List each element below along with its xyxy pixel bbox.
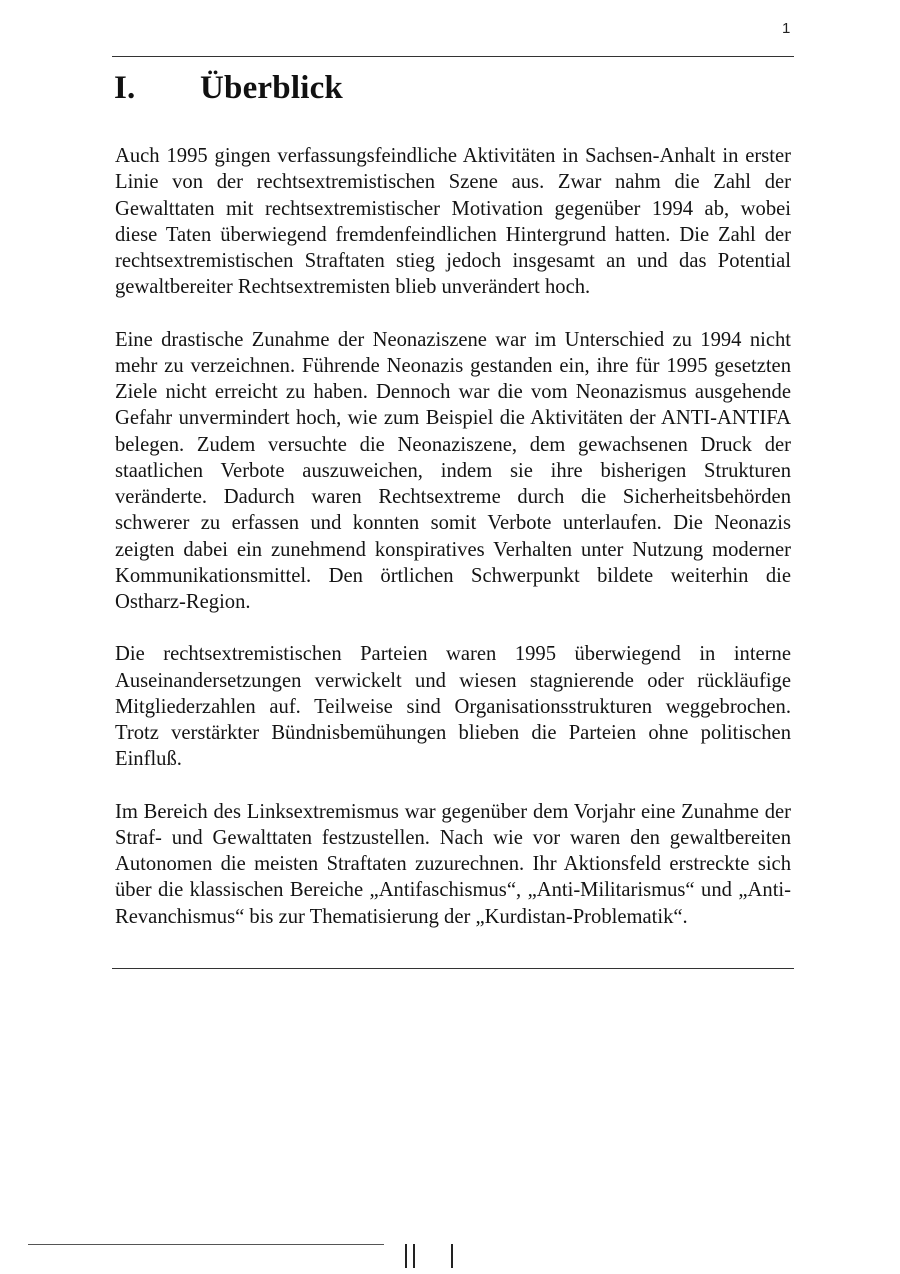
body-text — [115, 143, 791, 956]
scan-artifact-mark — [413, 1244, 415, 1268]
paragraph-1: Auch 1995 gingen verfassungsfeindliche Aktivitäten in Sachsen-Anhalt in erster Linie von der rechtsextremistischen Szene aus. Zwar nahm die Zahl der Gewalttaten mit rechtsextremistischer Motivation gegenüber 1994 ab, wobei diese Taten überwiegend fremdenfeindlichen Hintergrund hatten. Die Zahl der rechtsextremistischen Straftaten stieg jedoch insgesamt an und das Potential gewaltbereiter Rechtsextremisten blieb unverändert hoch. — [115, 145, 791, 299]
footer-rule — [112, 968, 794, 969]
scan-artifact-line — [28, 1244, 384, 1245]
paragraph-4: Im Bereich des Linksextremismus war gegenüber dem Vorjahr eine Zunahme der Straf- und Gewalttaten festzustellen. Nach wie vor waren den gewaltbereiten Autonomen die meisten Straftaten zuzurechnen. Ihr Aktionsfeld erstreckte sich über die klassischen Bereiche „Antifaschismus“, „Anti-Militarismus“ und „Anti-Revanchismus“ bis zur Thematisierung der „Kurdistan-Problematik“. — [115, 800, 791, 928]
paragraph-2: Eine drastische Zunahme der Neonaziszene war im Unterschied zu 1994 nicht mehr zu verzeichnen. Führende Neonazis gestanden ein, ihre für 1995 gesetzten Ziele nicht erreicht zu haben. Dennoch war die vom Neonazismus ausgehende Gefahr unvermindert hoch, wie zum Beispiel die Aktivitäten der ANTI-ANTIFA belegen. Zudem versuchte die Neonaziszene, dem gewachsenen Druck der staatlichen Verbote auszuweichen, indem sie ihre bisherigen Strukturen veränderte. Dadurch waren Rechtsextreme durch die Sicherheitsbehörden schwerer zu erfassen und konnten somit Verbote unterlaufen. Die Neonazis zeigten dabei ein zunehmend konspiratives Verhalten unter Nutzung moderner Kommunikationsmittel. Den örtlichen Schwerpunkt bildete weiterhin die Ostharz-Region. — [115, 328, 791, 613]
page-number: 1 — [782, 20, 791, 37]
scan-artifact-mark — [451, 1244, 453, 1268]
paragraph-3: Die rechtsextremistischen Parteien waren 1995 überwiegend in interne Auseinandersetzungen verwickelt und wiesen stagnierende oder rückläufige Mitgliederzahlen auf. Teilweise sind Organisationsstrukturen weggebrochen. Trotz verstärkter Bündnisbemühungen blieben die Parteien ohne politischen Einfluß. — [115, 643, 791, 771]
section-number: I. — [114, 70, 136, 106]
scan-artifact-mark — [405, 1244, 407, 1268]
section-heading — [114, 70, 343, 107]
section-title: Überblick — [200, 70, 343, 106]
header-rule — [112, 56, 794, 57]
